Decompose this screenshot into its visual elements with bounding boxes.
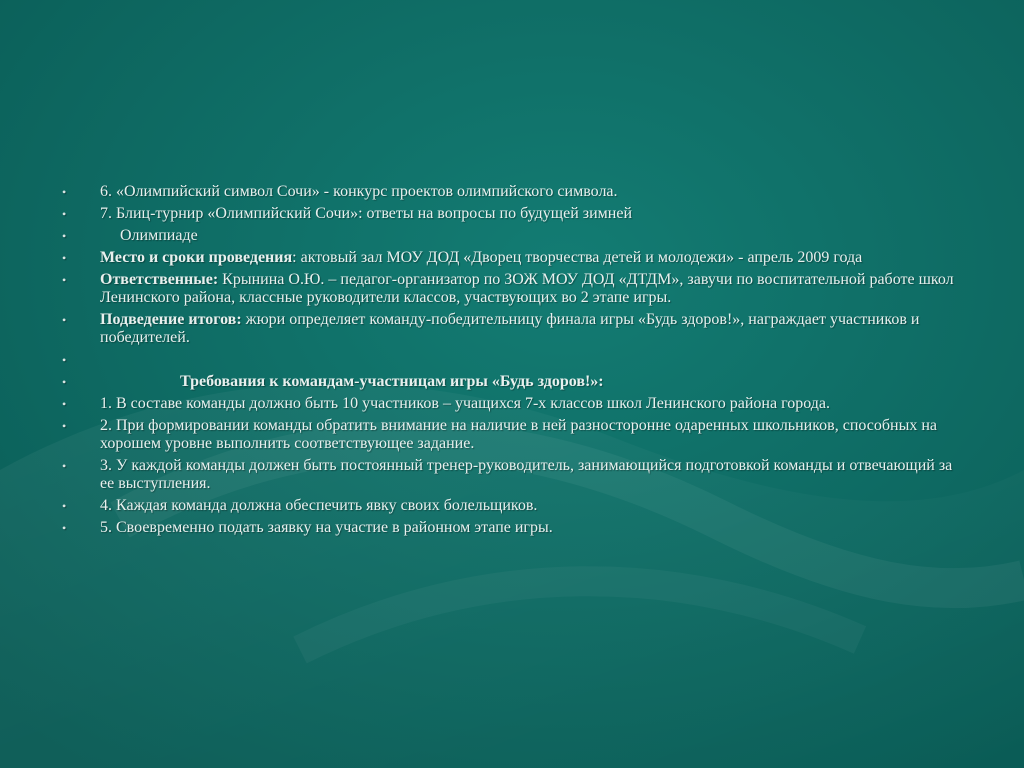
bullet-text	[100, 249, 862, 266]
bullet-item-7-empty	[62, 351, 962, 369]
bullet-bold-label: Подведение итогов:	[100, 311, 242, 328]
bullet-item-11	[62, 457, 962, 493]
bullet-item-4	[62, 249, 962, 267]
bullet-item-1	[62, 183, 962, 201]
bullet-item-8-heading	[62, 373, 962, 391]
bullet-text: 4. Каждая команда должна обеспечить явку своих болельщиков.	[100, 497, 538, 514]
bullet-text: 2. При формировании команды обратить внимание на наличие в ней разносторонне одаренных школьников, способных на хорошем уровне выполнить соответствующее задание.	[100, 417, 938, 452]
bullet-icon: •	[62, 185, 67, 199]
bullet-item-3	[62, 227, 962, 245]
bullet-item-9	[62, 395, 962, 413]
bullet-icon: •	[62, 397, 67, 411]
bullet-text	[100, 271, 954, 306]
bullet-icon: •	[62, 251, 67, 265]
bullet-icon: •	[62, 521, 67, 535]
bullet-text	[100, 311, 919, 346]
bullet-icon: •	[62, 273, 67, 287]
bullet-text: 1. В составе команды должно быть 10 участников – учащихся 7-х классов школ Ленинского района города.	[100, 395, 831, 412]
bullet-text: 3. У каждой команды должен быть постоянный тренер-руководитель, занимающийся подготовкой команды и отвечающий за ее выступления.	[100, 457, 953, 492]
bullet-icon: •	[62, 459, 67, 473]
bullet-text: 6. «Олимпийский символ Сочи» - конкурс проектов олимпийского символа.	[100, 183, 618, 200]
bullet-item-5	[62, 271, 962, 307]
bullet-text: Олимпиаде	[120, 227, 198, 244]
bullet-rest-text: Крынина О.Ю. – педагог-организатор по ЗОЖ МОУ ДОД «ДТДМ», завучи по воспитательной работе школ Ленинского района, классные руководители классов, участвующих во 2 этапе игры.	[100, 271, 954, 306]
bullet-text: 7. Блиц-турнир «Олимпийский Сочи»: ответы на вопросы по будущей зимней	[100, 205, 632, 222]
bullet-text: 5. Своевременно подать заявку на участие в районном этапе игры.	[100, 519, 553, 536]
bullet-icon: •	[62, 375, 67, 389]
bullet-icon: •	[62, 229, 67, 243]
bullet-icon: •	[62, 499, 67, 513]
bullet-text	[180, 373, 604, 390]
slide-bullet-list	[62, 183, 962, 541]
bullet-icon: •	[62, 207, 67, 221]
bullet-item-13	[62, 519, 962, 537]
bullet-rest-text: : актовый зал МОУ ДОД «Дворец творчества детей и молодежи» - апрель 2009 года	[292, 249, 863, 266]
bullet-icon: •	[62, 313, 67, 327]
bullet-bold-label: Место и сроки проведения	[100, 249, 293, 266]
bullet-item-12	[62, 497, 962, 515]
bullet-item-2	[62, 205, 962, 223]
bullet-item-10	[62, 417, 962, 453]
bullet-icon: •	[62, 419, 67, 433]
bullet-item-6	[62, 311, 962, 347]
bullet-bold-label: Ответственные:	[100, 271, 219, 288]
section-heading: Требования к командам-участницам игры «Будь здоров!»:	[180, 373, 604, 390]
bullet-icon: •	[62, 353, 67, 367]
bullet-rest-text: жюри определяет команду-победительницу финала игры «Будь здоров!», награждает участников и победителей.	[100, 311, 920, 346]
